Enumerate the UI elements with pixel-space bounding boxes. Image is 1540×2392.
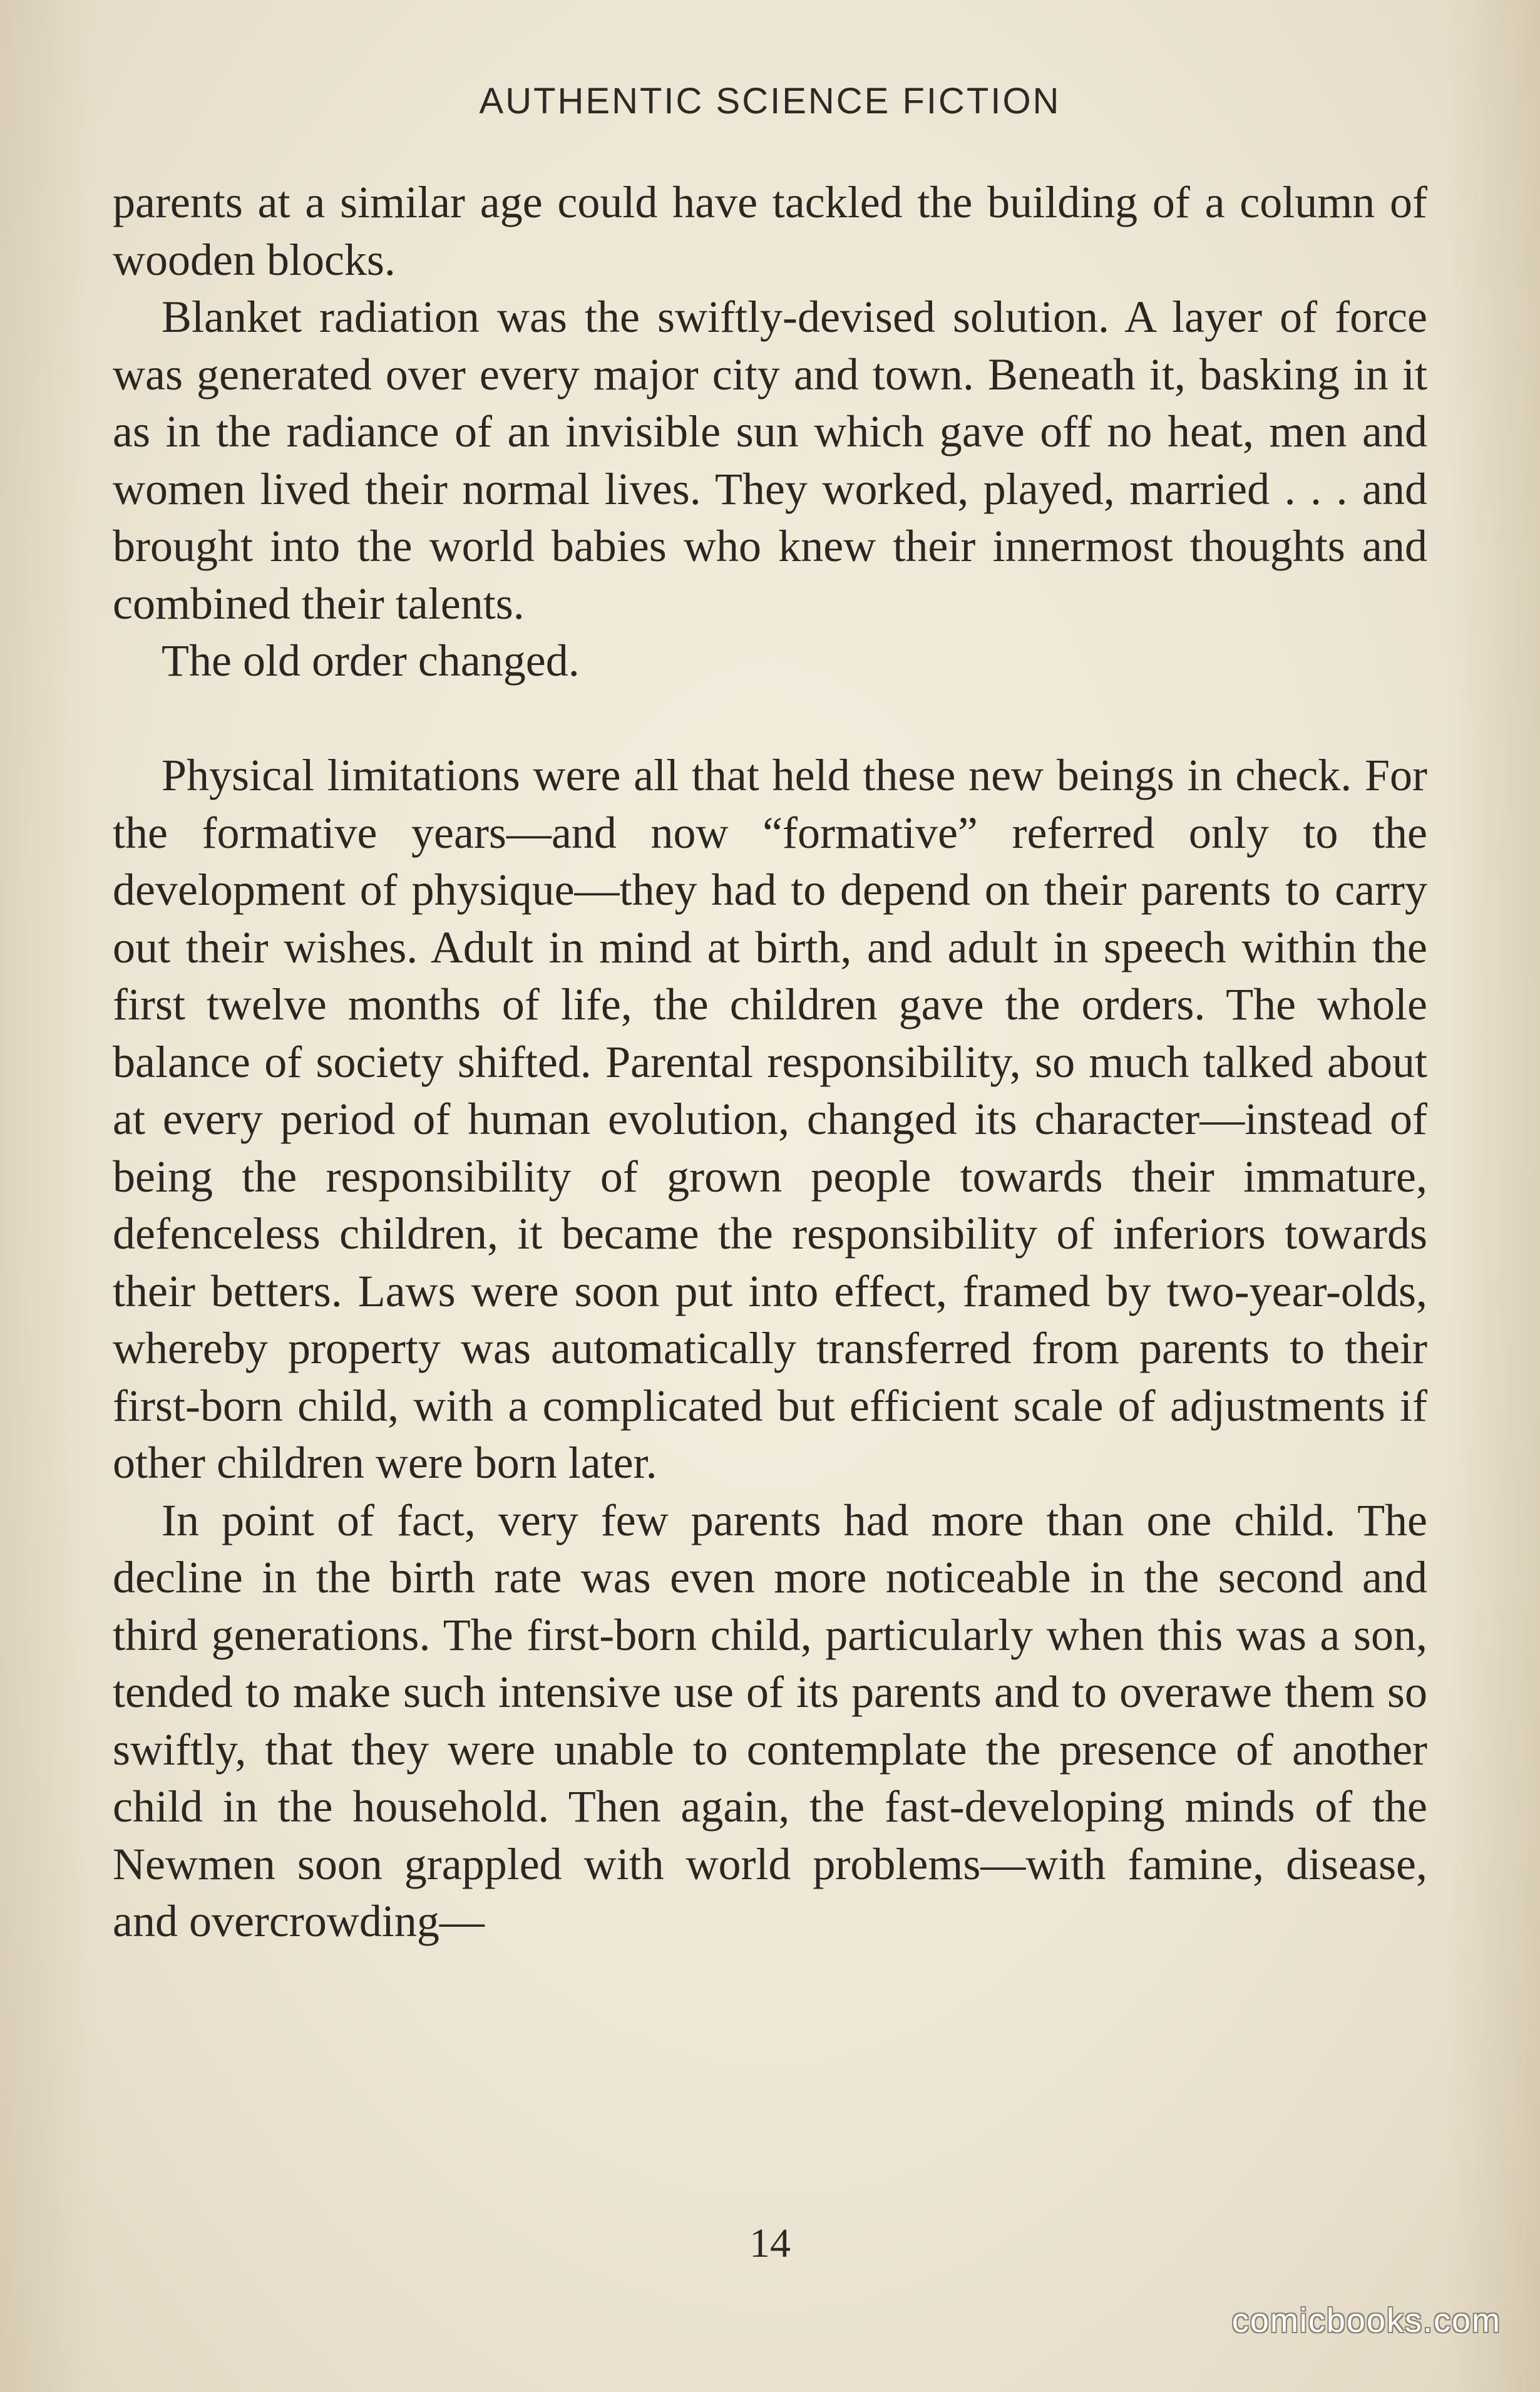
section-break: [113, 690, 1427, 748]
site-watermark: comicbooks.com: [1231, 2302, 1501, 2339]
paragraph-2: Blanket radiation was the swiftly-devised solution. A layer of force was generated over every major city and town. Beneath it, basking in it as in the radiance of an invisible sun which gave off no heat, men and women lived their normal lives. They worked, played, married . . . and brought into the world babies who knew their innermost thoughts and combined their talents.: [113, 292, 1427, 629]
paragraph-3: The old order changed.: [162, 636, 580, 686]
page-number: 14: [749, 2220, 791, 2266]
running-head: AUTHENTIC SCIENCE FICTION: [479, 81, 1061, 121]
paragraph-4: Physical limitations were all that held these new beings in check. For the formative years—and now “formative” referred only to the development of physique—they had to depend on their parents to carry out their wishes. Adult in mind at birth, and adult in speech within the first twelve months of life, the children gave the orders. The whole balance of society shifted. Parental responsibility, so much talked about at every period of human evolution, changed its character—instead of being the responsibility of grown people towards their immature, defenceless children, it became the responsibility of inferiors towards their betters. Laws were soon put into effect, framed by two-year-olds, whereby property was automatically transferred from parents to their first-born child, with a complicated but efficient scale of adjustments if other children were born later.: [113, 750, 1427, 1488]
body-text: [113, 174, 1427, 1951]
paragraph-1: parents at a similar age could have tackled the building of a column of wooden blocks.: [113, 177, 1427, 285]
paragraph-5: In point of fact, very few parents had more than one child. The decline in the birth rate was even more noticeable in the second and third generations. The first-born child, particularly when this was a son, tended to make such intensive use of its parents and to overawe them so swiftly, that they were unable to contemplate the presence of another child in the household. Then again, the fast-developing minds of the Newmen soon grappled with world problems—with famine, disease, and overcrowding—: [113, 1495, 1427, 1946]
